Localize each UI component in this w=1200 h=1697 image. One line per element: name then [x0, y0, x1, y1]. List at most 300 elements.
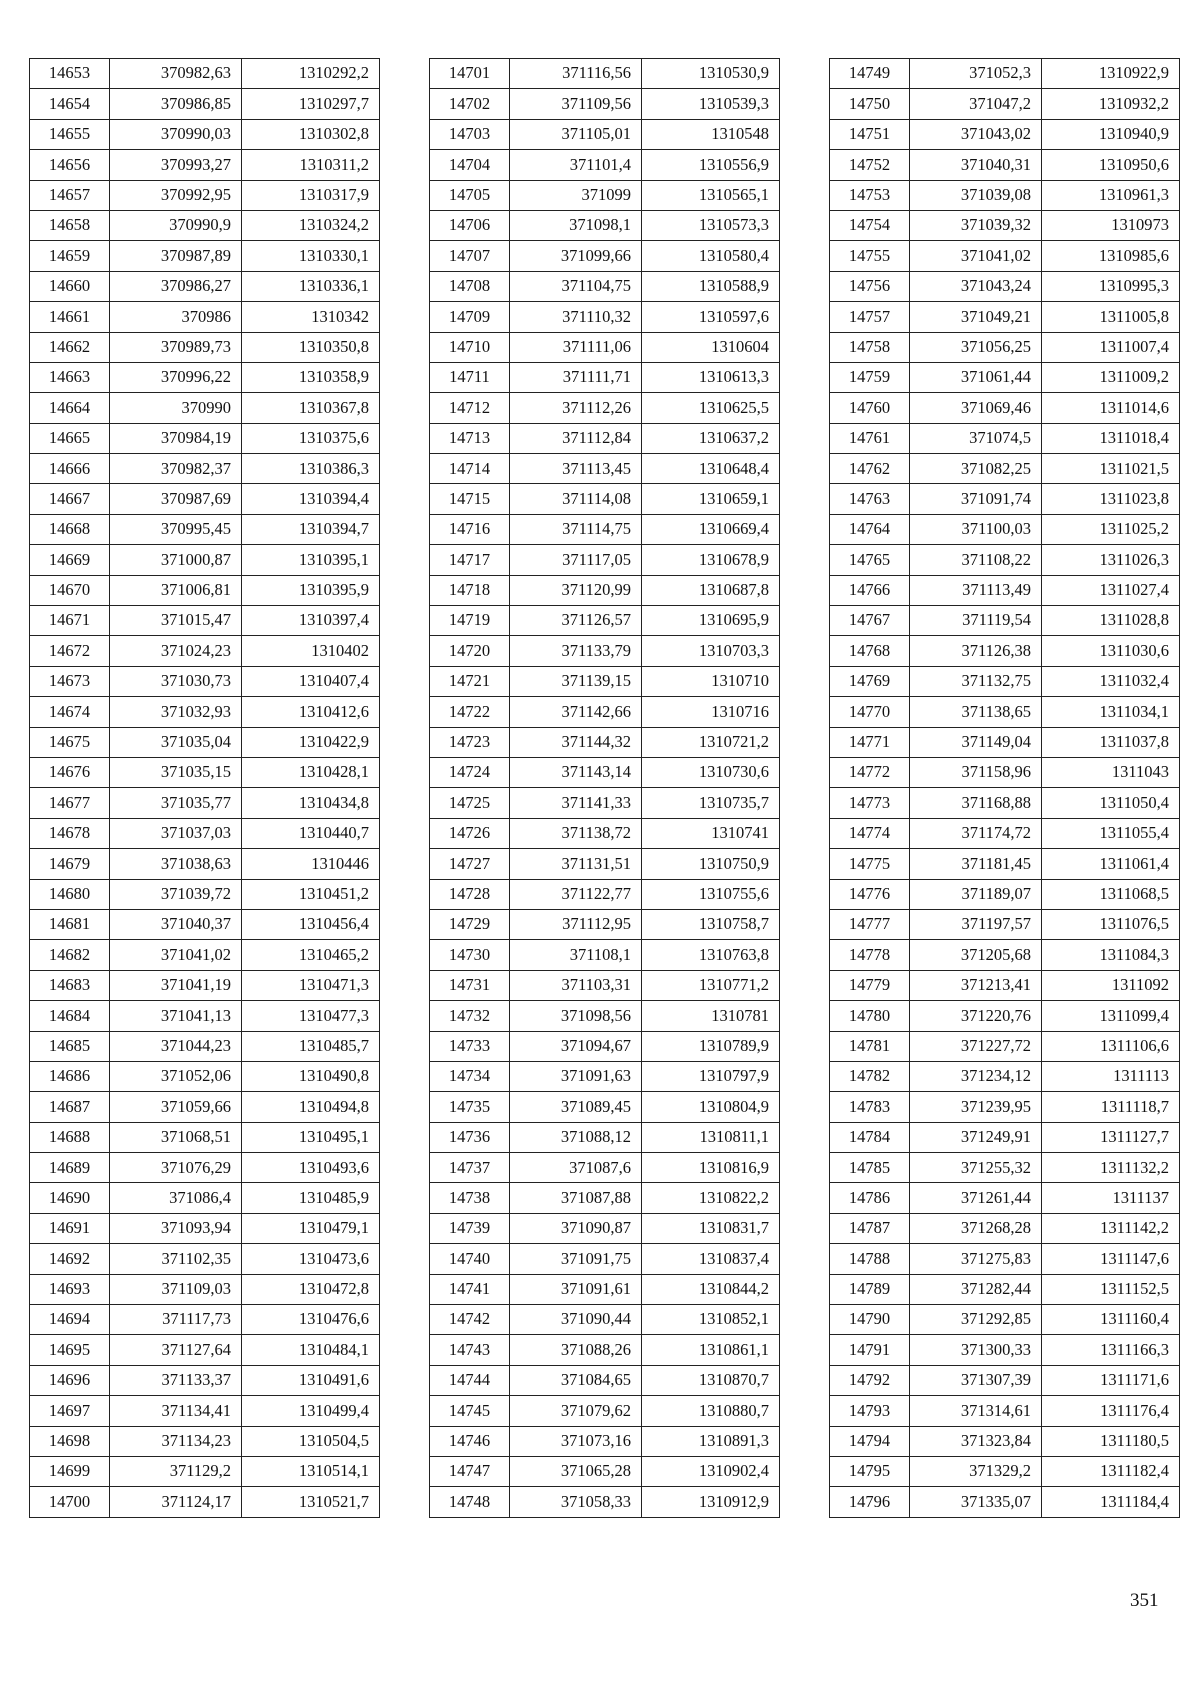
table-row	[30, 1213, 380, 1243]
table-row	[830, 788, 1180, 818]
x-coordinate-cell: 371041,13	[110, 1001, 242, 1031]
x-coordinate-cell: 371141,33	[510, 788, 642, 818]
point-id-cell: 14661	[30, 302, 110, 332]
y-coordinate-cell: 1310514,1	[242, 1456, 380, 1486]
x-coordinate-cell: 371087,6	[510, 1153, 642, 1183]
point-id-cell: 14707	[430, 241, 510, 271]
x-coordinate-cell: 371116,56	[510, 59, 642, 89]
x-coordinate-cell: 371068,51	[110, 1122, 242, 1152]
point-id-cell: 14743	[430, 1335, 510, 1365]
point-id-cell: 14709	[430, 302, 510, 332]
x-coordinate-cell: 371088,12	[510, 1122, 642, 1152]
x-coordinate-cell: 370987,69	[110, 484, 242, 514]
y-coordinate-cell: 1310687,8	[642, 575, 780, 605]
table-row	[830, 879, 1180, 909]
point-id-cell: 14720	[430, 636, 510, 666]
point-id-cell: 14681	[30, 909, 110, 939]
table-row	[830, 332, 1180, 362]
point-id-cell: 14671	[30, 606, 110, 636]
y-coordinate-cell: 1310342	[242, 302, 380, 332]
x-coordinate-cell: 371111,71	[510, 362, 642, 392]
y-coordinate-cell: 1310395,1	[242, 545, 380, 575]
y-coordinate-cell: 1310476,6	[242, 1305, 380, 1335]
y-coordinate-cell: 1311171,6	[1042, 1365, 1180, 1395]
y-coordinate-cell: 1310716	[642, 697, 780, 727]
y-coordinate-cell: 1310922,9	[1042, 59, 1180, 89]
y-coordinate-cell: 1310837,4	[642, 1244, 780, 1274]
table-row	[830, 119, 1180, 149]
y-coordinate-cell: 1310804,9	[642, 1092, 780, 1122]
table-row	[430, 909, 780, 939]
table-row	[830, 1061, 1180, 1091]
x-coordinate-cell: 371133,79	[510, 636, 642, 666]
point-id-cell: 14756	[830, 271, 910, 301]
table-row	[830, 727, 1180, 757]
point-id-cell: 14746	[430, 1426, 510, 1456]
point-id-cell: 14765	[830, 545, 910, 575]
point-id-cell: 14729	[430, 909, 510, 939]
y-coordinate-cell: 1310394,7	[242, 514, 380, 544]
table-row	[830, 1426, 1180, 1456]
point-id-cell: 14712	[430, 393, 510, 423]
table-row	[830, 1001, 1180, 1031]
x-coordinate-cell: 371047,2	[910, 89, 1042, 119]
x-coordinate-cell: 371126,38	[910, 636, 1042, 666]
y-coordinate-cell: 1310604	[642, 332, 780, 362]
y-coordinate-cell: 1310678,9	[642, 545, 780, 575]
y-coordinate-cell: 1310477,3	[242, 1001, 380, 1031]
table-row	[30, 332, 380, 362]
x-coordinate-cell: 371024,23	[110, 636, 242, 666]
y-coordinate-cell: 1310407,4	[242, 666, 380, 696]
table-row	[430, 545, 780, 575]
table-row	[30, 393, 380, 423]
y-coordinate-cell: 1311007,4	[1042, 332, 1180, 362]
x-coordinate-cell: 371124,17	[110, 1487, 242, 1517]
table-row	[30, 1305, 380, 1335]
table-row	[30, 59, 380, 89]
table-row	[830, 818, 1180, 848]
x-coordinate-cell: 371035,15	[110, 757, 242, 787]
table-row	[30, 575, 380, 605]
y-coordinate-cell: 1311106,6	[1042, 1031, 1180, 1061]
x-coordinate-cell: 371038,63	[110, 849, 242, 879]
point-id-cell: 14699	[30, 1456, 110, 1486]
table-row	[30, 545, 380, 575]
x-coordinate-cell: 371239,95	[910, 1092, 1042, 1122]
table-row	[30, 1031, 380, 1061]
y-coordinate-cell: 1310422,9	[242, 727, 380, 757]
table-row	[830, 1183, 1180, 1213]
y-coordinate-cell: 1310763,8	[642, 940, 780, 970]
y-coordinate-cell: 1310573,3	[642, 210, 780, 240]
x-coordinate-cell: 371249,91	[910, 1122, 1042, 1152]
table-row	[430, 818, 780, 848]
table-row	[430, 636, 780, 666]
table-row	[830, 849, 1180, 879]
point-id-cell: 14669	[30, 545, 110, 575]
y-coordinate-cell: 1310451,2	[242, 879, 380, 909]
x-coordinate-cell: 371059,66	[110, 1092, 242, 1122]
x-coordinate-cell: 371098,56	[510, 1001, 642, 1031]
point-id-cell: 14762	[830, 454, 910, 484]
y-coordinate-cell: 1310472,8	[242, 1274, 380, 1304]
table-row	[830, 393, 1180, 423]
x-coordinate-cell: 371111,06	[510, 332, 642, 362]
y-coordinate-cell: 1311028,8	[1042, 606, 1180, 636]
x-coordinate-cell: 370982,37	[110, 454, 242, 484]
y-coordinate-cell: 1310493,6	[242, 1153, 380, 1183]
table-row	[430, 332, 780, 362]
x-coordinate-cell: 371112,95	[510, 909, 642, 939]
point-id-cell: 14679	[30, 849, 110, 879]
point-id-cell: 14714	[430, 454, 510, 484]
y-coordinate-cell: 1310324,2	[242, 210, 380, 240]
x-coordinate-cell: 370986,85	[110, 89, 242, 119]
point-id-cell: 14759	[830, 362, 910, 392]
x-coordinate-cell: 371307,39	[910, 1365, 1042, 1395]
x-coordinate-cell: 371056,25	[910, 332, 1042, 362]
point-id-cell: 14777	[830, 909, 910, 939]
table-row	[430, 1001, 780, 1031]
point-id-cell: 14750	[830, 89, 910, 119]
table-row	[30, 757, 380, 787]
x-coordinate-cell: 371138,72	[510, 818, 642, 848]
x-coordinate-cell: 371043,24	[910, 271, 1042, 301]
x-coordinate-cell: 371041,02	[110, 940, 242, 970]
x-coordinate-cell: 371039,08	[910, 180, 1042, 210]
table-row	[430, 393, 780, 423]
x-coordinate-cell: 371126,57	[510, 606, 642, 636]
point-id-cell: 14696	[30, 1365, 110, 1395]
x-coordinate-cell: 370984,19	[110, 423, 242, 453]
table-row	[830, 1396, 1180, 1426]
x-coordinate-cell: 371143,14	[510, 757, 642, 787]
point-id-cell: 14698	[30, 1426, 110, 1456]
point-id-cell: 14772	[830, 757, 910, 787]
point-id-cell: 14724	[430, 757, 510, 787]
y-coordinate-cell: 1311030,6	[1042, 636, 1180, 666]
x-coordinate-cell: 371149,04	[910, 727, 1042, 757]
point-id-cell: 14675	[30, 727, 110, 757]
point-id-cell: 14752	[830, 150, 910, 180]
x-coordinate-cell: 371268,28	[910, 1213, 1042, 1243]
point-id-cell: 14655	[30, 119, 110, 149]
x-coordinate-cell: 370990	[110, 393, 242, 423]
table-row	[430, 89, 780, 119]
point-id-cell: 14768	[830, 636, 910, 666]
point-id-cell: 14654	[30, 89, 110, 119]
point-id-cell: 14683	[30, 970, 110, 1000]
y-coordinate-cell: 1311118,7	[1042, 1092, 1180, 1122]
y-coordinate-cell: 1310588,9	[642, 271, 780, 301]
y-coordinate-cell: 1311014,6	[1042, 393, 1180, 423]
y-coordinate-cell: 1310861,1	[642, 1335, 780, 1365]
point-id-cell: 14665	[30, 423, 110, 453]
point-id-cell: 14769	[830, 666, 910, 696]
y-coordinate-cell: 1311050,4	[1042, 788, 1180, 818]
y-coordinate-cell: 1310721,2	[642, 727, 780, 757]
y-coordinate-cell: 1311182,4	[1042, 1456, 1180, 1486]
y-coordinate-cell: 1310902,4	[642, 1456, 780, 1486]
table-row	[30, 727, 380, 757]
point-id-cell: 14782	[830, 1061, 910, 1091]
x-coordinate-cell: 371044,23	[110, 1031, 242, 1061]
table-row	[430, 1122, 780, 1152]
table-row	[30, 1274, 380, 1304]
y-coordinate-cell: 1310852,1	[642, 1305, 780, 1335]
point-id-cell: 14674	[30, 697, 110, 727]
y-coordinate-cell: 1310494,8	[242, 1092, 380, 1122]
point-id-cell: 14691	[30, 1213, 110, 1243]
table-row	[30, 119, 380, 149]
point-id-cell: 14796	[830, 1487, 910, 1517]
y-coordinate-cell: 1310302,8	[242, 119, 380, 149]
point-id-cell: 14704	[430, 150, 510, 180]
table-row	[830, 545, 1180, 575]
point-id-cell: 14755	[830, 241, 910, 271]
point-id-cell: 14770	[830, 697, 910, 727]
x-coordinate-cell: 371335,07	[910, 1487, 1042, 1517]
table-row	[30, 909, 380, 939]
table-row	[430, 1031, 780, 1061]
point-id-cell: 14753	[830, 180, 910, 210]
y-coordinate-cell: 1310811,1	[642, 1122, 780, 1152]
y-coordinate-cell: 1310710	[642, 666, 780, 696]
y-coordinate-cell: 1310637,2	[642, 423, 780, 453]
table-row	[830, 606, 1180, 636]
y-coordinate-cell: 1310750,9	[642, 849, 780, 879]
table-row	[430, 1244, 780, 1274]
point-id-cell: 14653	[30, 59, 110, 89]
point-id-cell: 14781	[830, 1031, 910, 1061]
point-id-cell: 14697	[30, 1396, 110, 1426]
point-id-cell: 14725	[430, 788, 510, 818]
x-coordinate-cell: 371091,75	[510, 1244, 642, 1274]
point-id-cell: 14794	[830, 1426, 910, 1456]
x-coordinate-cell: 371122,77	[510, 879, 642, 909]
y-coordinate-cell: 1311142,2	[1042, 1213, 1180, 1243]
y-coordinate-cell: 1310330,1	[242, 241, 380, 271]
table-row	[30, 271, 380, 301]
y-coordinate-cell: 1310465,2	[242, 940, 380, 970]
point-id-cell: 14716	[430, 514, 510, 544]
y-coordinate-cell: 1310395,9	[242, 575, 380, 605]
table-row	[830, 1365, 1180, 1395]
point-id-cell: 14682	[30, 940, 110, 970]
table-row	[30, 879, 380, 909]
x-coordinate-cell: 371091,63	[510, 1061, 642, 1091]
point-id-cell: 14680	[30, 879, 110, 909]
x-coordinate-cell: 371058,33	[510, 1487, 642, 1517]
x-coordinate-cell: 371109,03	[110, 1274, 242, 1304]
x-coordinate-cell: 371113,45	[510, 454, 642, 484]
point-id-cell: 14788	[830, 1244, 910, 1274]
x-coordinate-cell: 371105,01	[510, 119, 642, 149]
table-row	[430, 1092, 780, 1122]
point-id-cell: 14717	[430, 545, 510, 575]
point-id-cell: 14692	[30, 1244, 110, 1274]
table-row	[30, 1061, 380, 1091]
point-id-cell: 14791	[830, 1335, 910, 1365]
table-row	[830, 180, 1180, 210]
x-coordinate-cell: 370992,95	[110, 180, 242, 210]
point-id-cell: 14757	[830, 302, 910, 332]
y-coordinate-cell: 1310473,6	[242, 1244, 380, 1274]
x-coordinate-cell: 371039,72	[110, 879, 242, 909]
table-row	[430, 1426, 780, 1456]
y-coordinate-cell: 1311055,4	[1042, 818, 1180, 848]
y-coordinate-cell: 1310831,7	[642, 1213, 780, 1243]
point-id-cell: 14663	[30, 362, 110, 392]
y-coordinate-cell: 1310580,4	[642, 241, 780, 271]
point-id-cell: 14776	[830, 879, 910, 909]
table-row	[430, 1183, 780, 1213]
y-coordinate-cell: 1310995,3	[1042, 271, 1180, 301]
point-id-cell: 14754	[830, 210, 910, 240]
x-coordinate-cell: 371109,56	[510, 89, 642, 119]
y-coordinate-cell: 1310985,6	[1042, 241, 1180, 271]
x-coordinate-cell: 371101,4	[510, 150, 642, 180]
point-id-cell: 14713	[430, 423, 510, 453]
x-coordinate-cell: 371065,28	[510, 1456, 642, 1486]
table-row	[830, 1031, 1180, 1061]
point-id-cell: 14702	[430, 89, 510, 119]
table-row	[430, 1153, 780, 1183]
point-id-cell: 14719	[430, 606, 510, 636]
x-coordinate-cell: 371104,75	[510, 271, 642, 301]
table-row	[830, 636, 1180, 666]
x-coordinate-cell: 371142,66	[510, 697, 642, 727]
point-id-cell: 14733	[430, 1031, 510, 1061]
x-coordinate-cell: 371131,51	[510, 849, 642, 879]
coordinate-table-1	[29, 58, 380, 1518]
x-coordinate-cell: 371082,25	[910, 454, 1042, 484]
x-coordinate-cell: 371134,23	[110, 1426, 242, 1456]
y-coordinate-cell: 1310973	[1042, 210, 1180, 240]
table-row	[830, 271, 1180, 301]
y-coordinate-cell: 1310434,8	[242, 788, 380, 818]
table-row	[430, 210, 780, 240]
table-row	[830, 1244, 1180, 1274]
x-coordinate-cell: 371127,64	[110, 1335, 242, 1365]
table-row	[430, 849, 780, 879]
x-coordinate-cell: 371098,1	[510, 210, 642, 240]
point-id-cell: 14706	[430, 210, 510, 240]
table-row	[430, 1365, 780, 1395]
table-row	[30, 423, 380, 453]
y-coordinate-cell: 1310781	[642, 1001, 780, 1031]
point-id-cell: 14766	[830, 575, 910, 605]
point-id-cell: 14780	[830, 1001, 910, 1031]
point-id-cell: 14726	[430, 818, 510, 848]
y-coordinate-cell: 1310485,7	[242, 1031, 380, 1061]
x-coordinate-cell: 371039,32	[910, 210, 1042, 240]
y-coordinate-cell: 1310961,3	[1042, 180, 1180, 210]
table-row	[830, 1335, 1180, 1365]
x-coordinate-cell: 371112,26	[510, 393, 642, 423]
x-coordinate-cell: 371132,75	[910, 666, 1042, 696]
x-coordinate-cell: 371108,1	[510, 940, 642, 970]
table-row	[430, 59, 780, 89]
point-id-cell: 14711	[430, 362, 510, 392]
table-row	[30, 1396, 380, 1426]
x-coordinate-cell: 371052,3	[910, 59, 1042, 89]
x-coordinate-cell: 371213,41	[910, 970, 1042, 1000]
point-id-cell: 14689	[30, 1153, 110, 1183]
y-coordinate-cell: 1310495,1	[242, 1122, 380, 1152]
table-row	[430, 423, 780, 453]
y-coordinate-cell: 1310730,6	[642, 757, 780, 787]
y-coordinate-cell: 1310485,9	[242, 1183, 380, 1213]
table-row	[30, 514, 380, 544]
x-coordinate-cell: 371086,4	[110, 1183, 242, 1213]
x-coordinate-cell: 371329,2	[910, 1456, 1042, 1486]
y-coordinate-cell: 1311113	[1042, 1061, 1180, 1091]
y-coordinate-cell: 1310317,9	[242, 180, 380, 210]
table-row	[30, 454, 380, 484]
point-id-cell: 14656	[30, 150, 110, 180]
page-number: 351	[1130, 1590, 1159, 1611]
table-row	[30, 818, 380, 848]
x-coordinate-cell: 371061,44	[910, 362, 1042, 392]
y-coordinate-cell: 1310556,9	[642, 150, 780, 180]
x-coordinate-cell: 371113,49	[910, 575, 1042, 605]
point-id-cell: 14687	[30, 1092, 110, 1122]
y-coordinate-cell: 1310597,6	[642, 302, 780, 332]
table-row	[830, 302, 1180, 332]
table-row	[830, 1305, 1180, 1335]
x-coordinate-cell: 371112,84	[510, 423, 642, 453]
table-row	[830, 697, 1180, 727]
x-coordinate-cell: 371035,04	[110, 727, 242, 757]
x-coordinate-cell: 371102,35	[110, 1244, 242, 1274]
table-row	[830, 89, 1180, 119]
table-row	[430, 666, 780, 696]
x-coordinate-cell: 371205,68	[910, 940, 1042, 970]
y-coordinate-cell: 1310440,7	[242, 818, 380, 848]
x-coordinate-cell: 370986,27	[110, 271, 242, 301]
point-id-cell: 14685	[30, 1031, 110, 1061]
point-id-cell: 14774	[830, 818, 910, 848]
x-coordinate-cell: 371030,73	[110, 666, 242, 696]
table-row	[30, 89, 380, 119]
table-row	[830, 970, 1180, 1000]
x-coordinate-cell: 371227,72	[910, 1031, 1042, 1061]
x-coordinate-cell: 371032,93	[110, 697, 242, 727]
point-id-cell: 14660	[30, 271, 110, 301]
x-coordinate-cell: 371087,88	[510, 1183, 642, 1213]
x-coordinate-cell: 371006,81	[110, 575, 242, 605]
x-coordinate-cell: 371099,66	[510, 241, 642, 271]
table-row	[30, 940, 380, 970]
point-id-cell: 14673	[30, 666, 110, 696]
y-coordinate-cell: 1310350,8	[242, 332, 380, 362]
point-id-cell: 14715	[430, 484, 510, 514]
y-coordinate-cell: 1310755,6	[642, 879, 780, 909]
point-id-cell: 14662	[30, 332, 110, 362]
y-coordinate-cell: 1310297,7	[242, 89, 380, 119]
point-id-cell: 14734	[430, 1061, 510, 1091]
y-coordinate-cell: 1311184,4	[1042, 1487, 1180, 1517]
y-coordinate-cell: 1310822,2	[642, 1183, 780, 1213]
y-coordinate-cell: 1310358,9	[242, 362, 380, 392]
y-coordinate-cell: 1311132,2	[1042, 1153, 1180, 1183]
table-row	[830, 1487, 1180, 1517]
point-id-cell: 14751	[830, 119, 910, 149]
x-coordinate-cell: 371323,84	[910, 1426, 1042, 1456]
table-row	[430, 1487, 780, 1517]
